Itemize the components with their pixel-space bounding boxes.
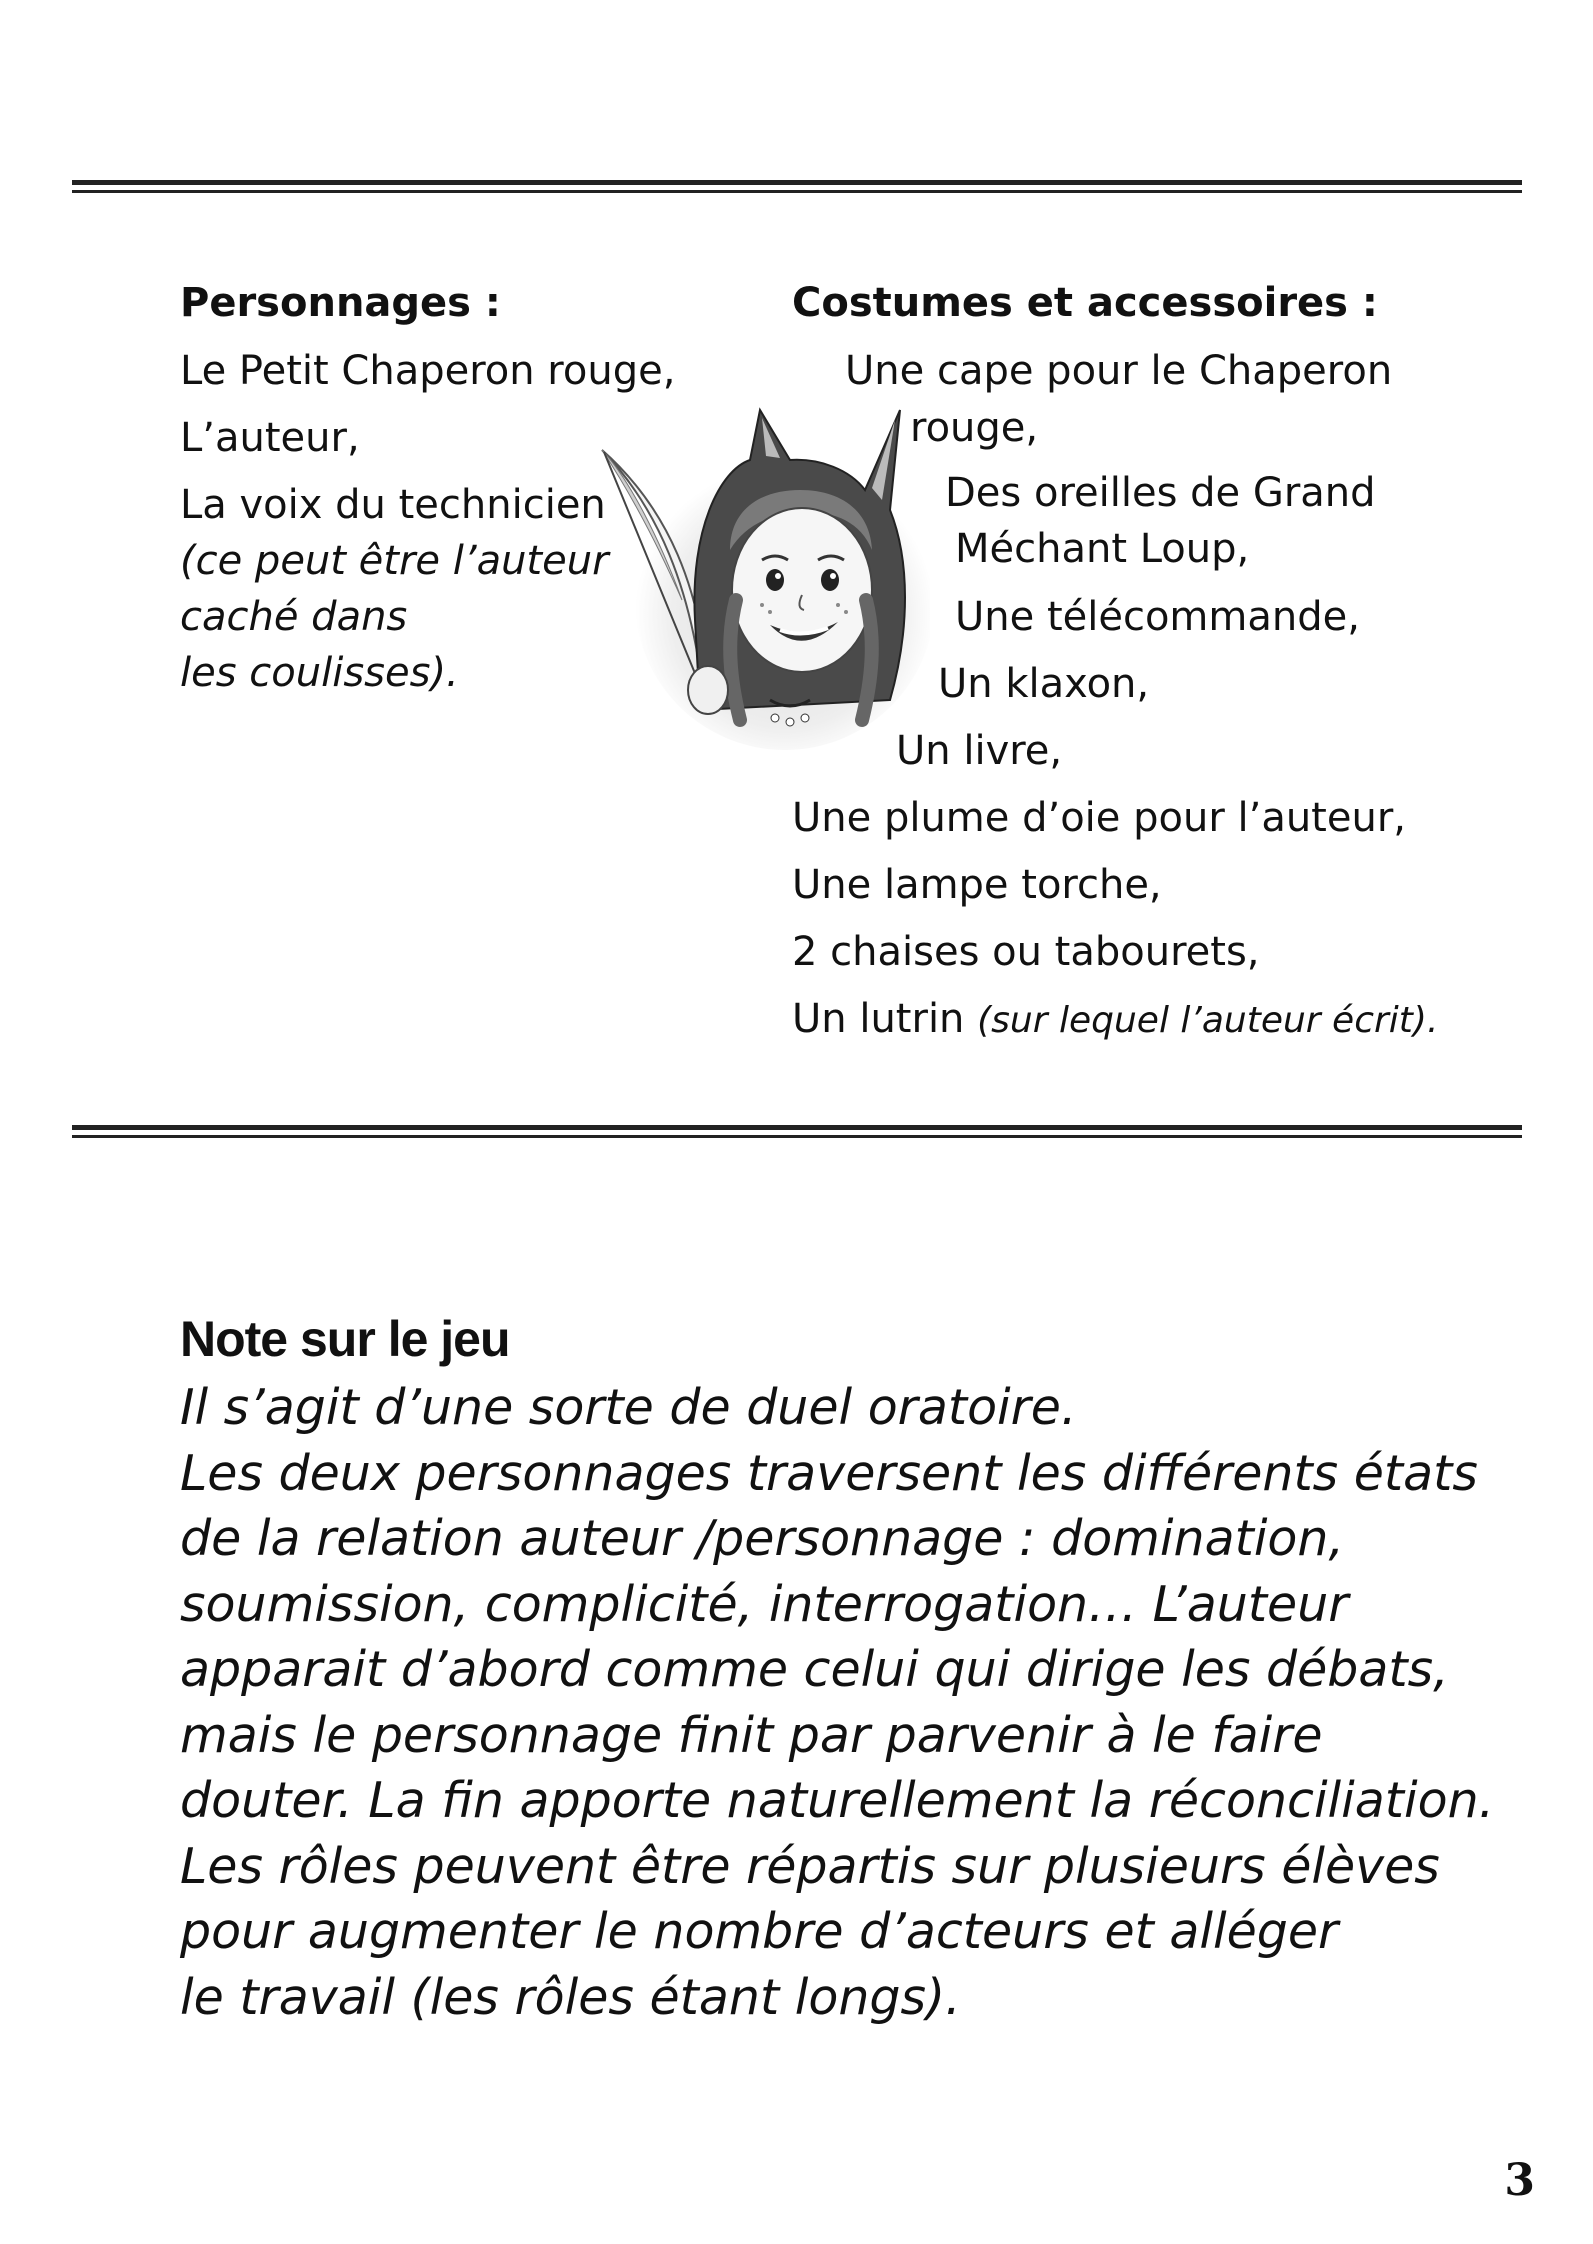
costume-line-lutrin	[792, 996, 1438, 1042]
costumes-heading: Costumes et accessoires :	[792, 280, 1378, 326]
personnage-note-line: les coulisses).	[180, 650, 459, 696]
costume-line: Une plume d’oie pour l’auteur,	[792, 795, 1406, 841]
personnages-heading: Personnages :	[180, 280, 501, 326]
costume-line: Une lampe torche,	[792, 862, 1162, 908]
note-line: pour augmenter le nombre d’acteurs et alléger	[180, 1903, 1339, 1960]
costume-line: Un klaxon,	[938, 661, 1150, 707]
costume-line: Méchant Loup,	[955, 526, 1250, 572]
note-line: de la relation auteur /personnage : domination,	[180, 1510, 1345, 1567]
note-line: le travail (les rôles étant longs).	[180, 1968, 961, 2026]
note-title: Note sur le jeu	[180, 1311, 510, 1367]
personnage-line: La voix du technicien	[180, 482, 606, 528]
top-divider	[72, 180, 1522, 193]
face	[732, 508, 872, 672]
page-number: 3	[1504, 2155, 1535, 2206]
personnage-note-line: (ce peut être l’auteur	[180, 538, 609, 584]
note-line: mais le personnage finit par parvenir à le faire	[180, 1706, 1323, 1764]
note-line: Les deux personnages traversent les différents états	[180, 1444, 1478, 1502]
personnage-line: Le Petit Chaperon rouge,	[180, 348, 676, 394]
note-line: Les rôles peuvent être répartis sur plusieurs élèves	[180, 1837, 1440, 1895]
note-line: Il s’agit d’une sorte de duel oratoire.	[180, 1379, 1077, 1436]
note-line: soumission, complicité, interrogation… L’auteur	[180, 1575, 1349, 1633]
personnage-line: L’auteur,	[180, 415, 360, 461]
bottom-divider	[72, 1125, 1522, 1138]
costume-line: 2 chaises ou tabourets,	[792, 929, 1260, 975]
note-line: douter. La fin apporte naturellement la réconciliation.	[180, 1772, 1495, 1829]
costume-line: Une cape pour le Chaperon	[845, 348, 1393, 394]
note-body	[180, 1375, 1495, 2030]
costume-line: Un livre,	[896, 728, 1063, 774]
lutrin-note: (sur lequel l’auteur écrit).	[977, 1000, 1439, 1041]
costume-line: Une télécommande,	[955, 594, 1360, 640]
chaperon-illustration	[590, 400, 930, 760]
costume-line: Des oreilles de Grand	[945, 470, 1376, 516]
lutrin-text: Un lutrin	[792, 996, 978, 1042]
personnage-note-line: caché dans	[180, 594, 408, 640]
note-line: apparait d’abord comme celui qui dirige les débats,	[180, 1641, 1449, 1698]
costume-line: rouge,	[910, 405, 1039, 451]
